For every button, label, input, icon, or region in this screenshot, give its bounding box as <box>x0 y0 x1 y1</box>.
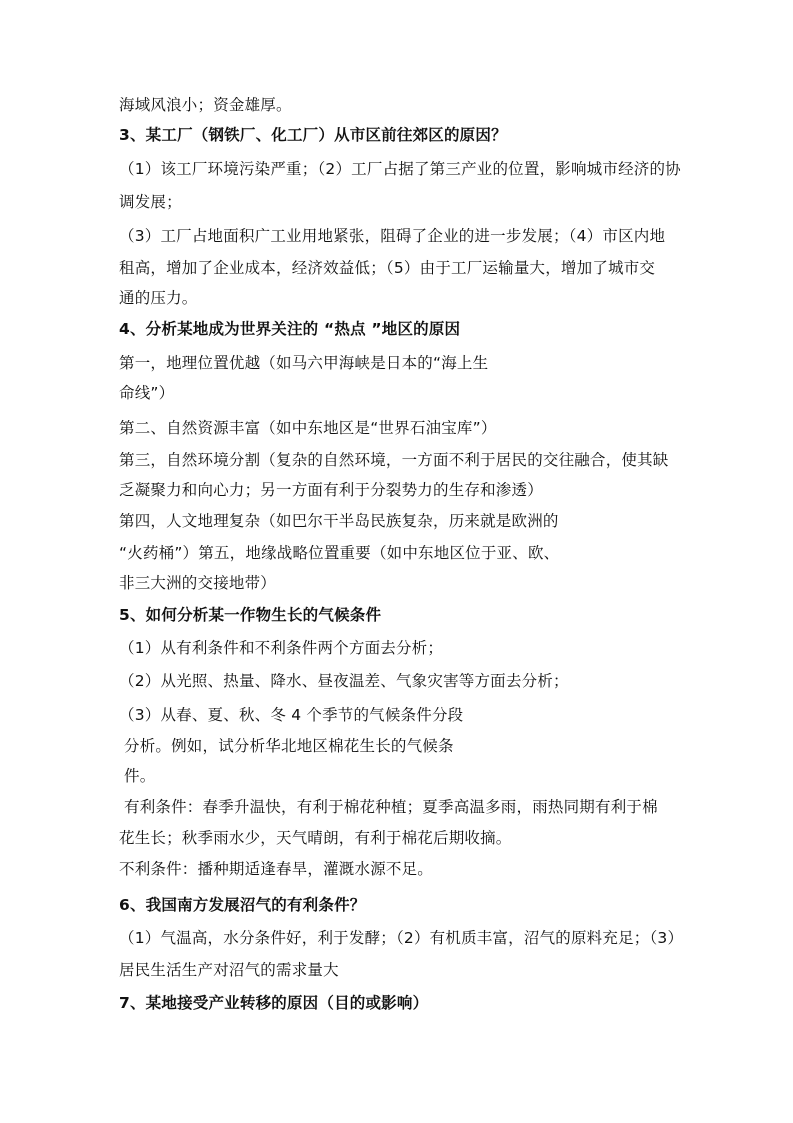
question-heading-7: 7、某地接受产业转移的原因（目的或影响） <box>119 994 429 1012</box>
text-line: 花生长；秋季雨水少，天气晴朗，有利于棉花后期收摘。 <box>119 829 512 847</box>
text-line: （1）气温高，水分条件好，利于发酵；（2）有机质丰富，沼气的原料充足；（3） <box>119 929 684 947</box>
text-line: 第一，地理位置优越（如马六甲海峡是日本的“海上生 <box>119 354 489 372</box>
text-line: （3）从春、夏、秋、冬 4 个季节的气候条件分段 <box>119 706 464 724</box>
question-heading-5: 5、如何分析某一作物生长的气候条件 <box>119 606 382 624</box>
text-line: 租高，增加了企业成本，经济效益低；（5）由于工厂运输量大，增加了城市交 <box>119 259 656 277</box>
text-line: 件。 <box>124 767 156 785</box>
question-heading-6: 6、我国南方发展沼气的有利条件？ <box>119 896 366 914</box>
text-line: 海域风浪小；资金雄厚。 <box>119 96 292 114</box>
text-line: 命线”） <box>119 384 175 402</box>
text-line: 有利条件：春季升温快，有利于棉花种植；夏季高温多雨，雨热同期有利于棉 <box>124 798 658 816</box>
text-line: 分析。例如，试分析华北地区棉花生长的气候条 <box>124 737 454 755</box>
text-line: “火药桶”）第五，地缘战略位置重要（如中东地区位于亚、欧、 <box>119 544 560 562</box>
text-line: 非三大洲的交接地带） <box>119 574 277 592</box>
question-heading-4: 4、分析某地成为世界关注的 “热点 ”地区的原因 <box>119 320 461 338</box>
text-line: （1）从有利条件和不利条件两个方面去分析； <box>119 639 444 657</box>
text-line: 第四，人文地理复杂（如巴尔干半岛民族复杂，历来就是欧洲的 <box>119 512 559 530</box>
text-line: 不利条件：播种期适逢春旱，灌溉水源不足。 <box>119 860 434 878</box>
text-line: 居民生活生产对沼气的需求量大 <box>119 961 339 979</box>
text-line: 第三，自然环境分割（复杂的自然环境，一方面不利于居民的交往融合，使其缺 <box>119 451 669 469</box>
text-line: 乏凝聚力和向心力；另一方面有利于分裂势力的生存和渗透） <box>119 481 543 499</box>
text-line: （3）工厂占地面积广工业用地紧张，阻碍了企业的进一步发展；（4）市区内地 <box>119 227 666 245</box>
text-line: （2）从光照、热量、降水、昼夜温差、气象灾害等方面去分析； <box>119 672 569 690</box>
text-line: （1）该工厂环境污染严重；（2）工厂占据了第三产业的位置，影响城市经济的协 <box>119 160 681 178</box>
text-line: 调发展； <box>119 193 182 211</box>
text-line: 通的压力。 <box>119 289 198 307</box>
text-line: 第二、自然资源丰富（如中东地区是“世界石油宝库”） <box>119 419 497 437</box>
question-heading-3: 3、某工厂（钢铁厂、化工厂）从市区前往郊区的原因？ <box>119 126 507 144</box>
